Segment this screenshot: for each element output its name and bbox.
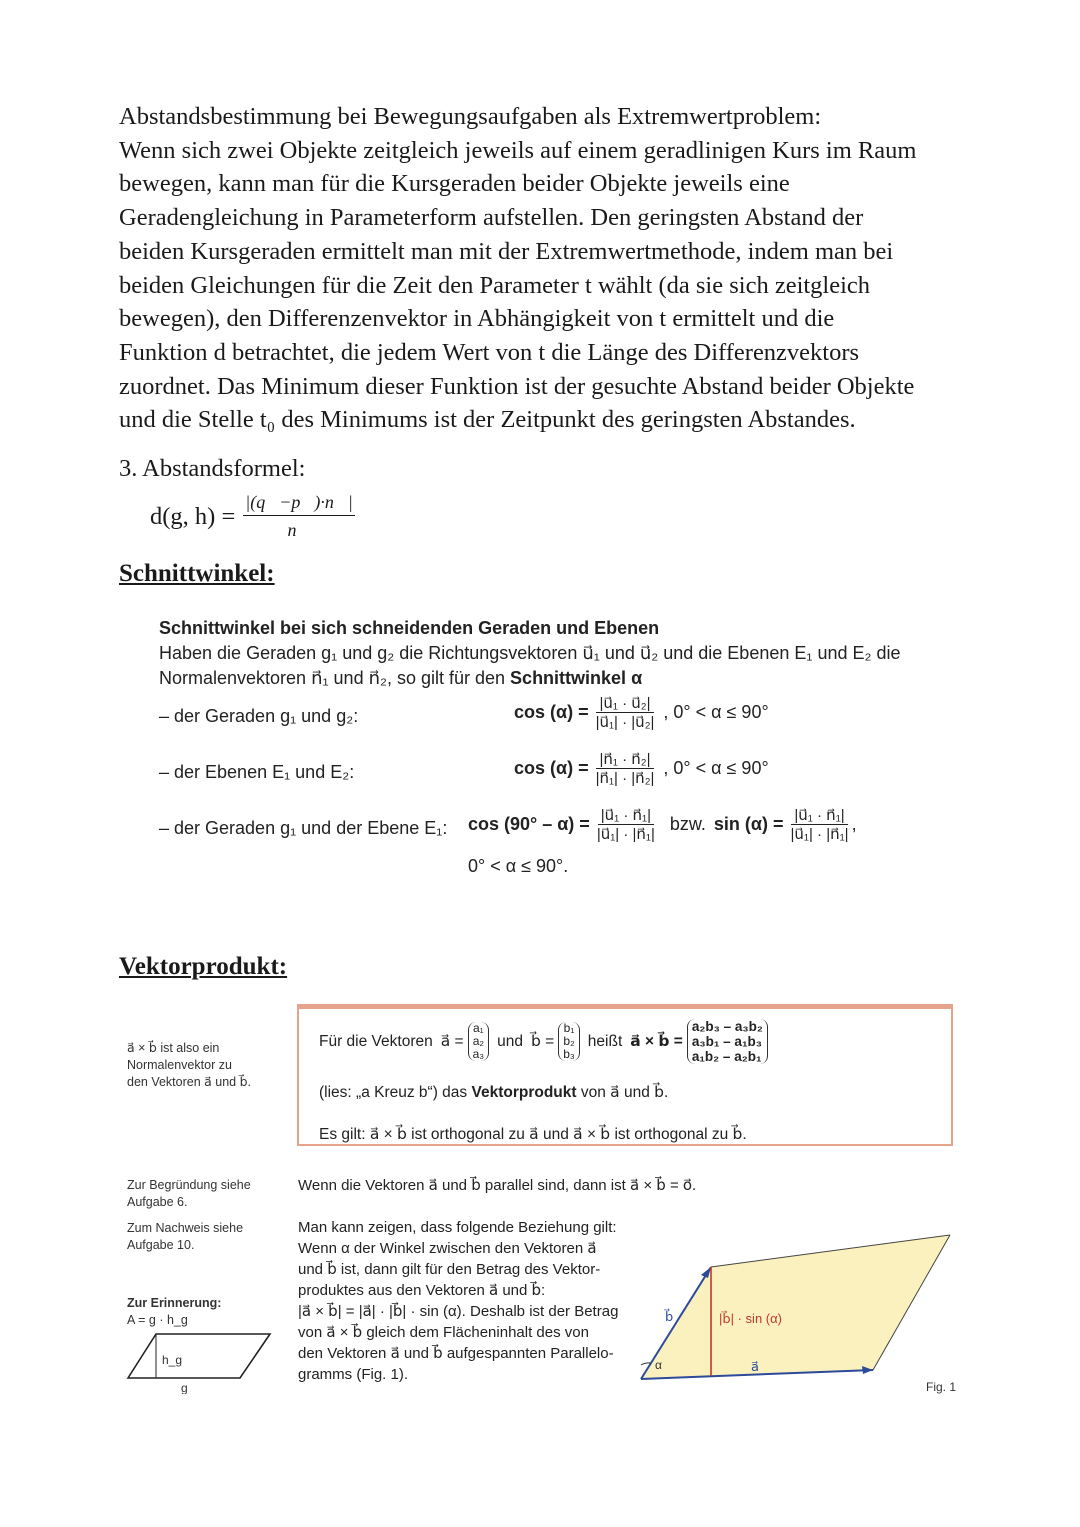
vector-a-label: a⃗ = <box>440 1033 464 1050</box>
note-line: Aufgabe 6. <box>127 1195 188 1209</box>
matrix-entry: a₃ <box>472 1047 485 1061</box>
intro-paragraph <box>119 100 969 437</box>
parallelogram-figure <box>635 1225 960 1390</box>
row-fraction2 <box>788 806 852 843</box>
row-denominator: |u⃗₁| · |u⃗₂| <box>595 714 655 731</box>
schnittwinkel-block <box>159 616 959 691</box>
matrix-entry: a₁b₂ – a₂b₁ <box>691 1049 762 1064</box>
row-lhs: cos (α) = <box>514 758 589 778</box>
read-text: (lies: „a Kreuz b“) das <box>319 1084 472 1101</box>
read-bold: Vektorprodukt <box>471 1084 577 1101</box>
proof-text <box>298 1217 638 1385</box>
box-intro: Für die Vektoren <box>319 1032 433 1050</box>
row-fraction <box>594 806 658 843</box>
row-tail: , <box>851 814 857 834</box>
read-text: von a⃗ und b⃗. <box>576 1084 669 1101</box>
small-parallelogram-figure <box>126 1332 276 1394</box>
row-fraction <box>593 750 658 787</box>
section-heading-schnittwinkel: Schnittwinkel: <box>119 560 275 587</box>
row-range: , 0° < α ≤ 90° <box>663 758 769 778</box>
schnittwinkel-intro-line: Haben die Geraden g₁ und g₂ die Richtungsvektoren u⃗₁ und u⃗₂ und die Ebenen E₁ und E₂ die <box>159 643 901 663</box>
small-height-label: h_g <box>162 1353 183 1367</box>
row-numerator: |u⃗₁ · n⃗₁| <box>598 806 654 825</box>
vector-a-matrix <box>468 1022 490 1061</box>
matrix-entry: a₂ <box>472 1034 485 1048</box>
proof-line: Man kann zeigen, dass folgende Beziehung gilt: <box>298 1219 617 1236</box>
reminder-title: Zur Erinnerung: <box>127 1296 222 1310</box>
intro-text: Normalenvektoren n⃗₁ und n⃗₂, so gilt für den <box>159 668 511 688</box>
cross-product-matrix <box>687 1019 768 1064</box>
figure-caption: Fig. 1 <box>926 1380 957 1394</box>
row-lhs: cos (90° – α) = <box>468 814 590 834</box>
distance-formula <box>150 492 355 541</box>
row-formula-geraden <box>514 694 769 731</box>
intro-line: Wenn sich zwei Objekte zeitgleich jeweils auf einem geradlinigen Kurs im Raum <box>119 136 917 164</box>
note-nachweis <box>127 1220 243 1254</box>
row-label-geraden: – der Geraden g₁ und g₂: <box>159 706 359 726</box>
figure-a-label: a⃗ <box>751 1359 759 1374</box>
note-line: Zur Begründung siehe <box>127 1178 251 1192</box>
formula-fraction <box>243 492 355 541</box>
formula-numerator: |(q⃗−p⃗)·n⃗| <box>243 492 355 516</box>
row-numerator: |u⃗₁ · u⃗₂| <box>596 694 653 713</box>
figure-height-label: |b⃗| · sin (α) <box>719 1311 782 1326</box>
vector-b-label: b⃗ = <box>531 1033 555 1050</box>
intro-line: beiden Gleichungen für die Zeit den Parameter t wählt (da sie sich zeitgleich <box>119 271 871 299</box>
intro-line: und die Stelle t₀ des Minimums ist der Zeitpunkt des geringsten Abstandes. <box>119 406 856 434</box>
row-label-gerade-ebene: – der Geraden g₁ und der Ebene E₁: <box>159 818 448 838</box>
note-line: Aufgabe 10. <box>127 1238 195 1252</box>
row-denominator: |u⃗₁| · |n⃗₁| <box>596 826 655 843</box>
note-begruendung <box>127 1177 251 1211</box>
definition-box <box>297 1004 953 1146</box>
row-fraction <box>593 694 658 731</box>
side-note-line: den Vektoren a⃗ und b⃗. <box>127 1075 252 1089</box>
small-base-label: g <box>181 1381 188 1394</box>
row-range: , 0° < α ≤ 90° <box>663 702 769 722</box>
row-numerator2: |u⃗₁ · n⃗₁| <box>791 806 847 825</box>
side-note-line: a⃗ × b⃗ ist also ein <box>127 1041 220 1055</box>
proof-line: |a⃗ × b⃗| = |a⃗| · |b⃗| · sin (α). Deshalb ist der Betrag <box>298 1303 619 1320</box>
row-formula-gerade-ebene <box>468 806 857 843</box>
schnittwinkel-title: Schnittwinkel bei sich schneidenden Geraden und Ebenen <box>159 618 660 638</box>
proof-line: den Vektoren a⃗ und b⃗ aufgespannten Parallelo- <box>298 1345 614 1362</box>
schnittwinkel-intro-line <box>159 666 959 691</box>
intro-line: Geradengleichung in Parameterform aufstellen. Den geringsten Abstand der <box>119 204 864 232</box>
proof-line: gramms (Fig. 1). <box>298 1366 409 1383</box>
matrix-entry: b₃ <box>563 1047 575 1061</box>
angle-label: α <box>655 1358 662 1372</box>
parallelogram-fill <box>641 1235 950 1379</box>
row-denominator2: |u⃗₁| · |n⃗₁| <box>790 826 849 843</box>
parallel-statement: Wenn die Vektoren a⃗ und b⃗ parallel sind, dann ist a⃗ × b⃗ = o⃗. <box>298 1177 697 1194</box>
intro-line: bewegen, kann man für die Kursgeraden beider Objekte jeweils eine <box>119 170 790 198</box>
matrix-entry: a₃b₁ – a₁b₃ <box>691 1034 763 1049</box>
cross-label: a⃗ × b⃗ = <box>630 1033 683 1050</box>
figure-b-label: b⃗ <box>665 1309 674 1324</box>
matrix-entry: a₁ <box>473 1021 484 1035</box>
matrix-entry: a₂b₃ – a₃b₂ <box>691 1019 763 1034</box>
proof-line: von a⃗ × b⃗ gleich dem Flächeninhalt des von <box>298 1324 589 1341</box>
matrix-entry: b₁ <box>563 1021 575 1035</box>
vector-b-matrix <box>558 1022 580 1061</box>
row-formula-ebenen <box>514 750 769 787</box>
intro-line: Funktion d betrachtet, die jedem Wert von t die Länge des Differenzvektors <box>119 338 860 366</box>
row-denominator: |n⃗₁| · |n⃗₂| <box>595 770 655 787</box>
reminder <box>127 1295 221 1329</box>
row-numerator: |n⃗₁ · n⃗₂| <box>596 750 653 769</box>
formula-denominator: n⃗ <box>287 520 311 540</box>
side-note-normalenvektor <box>127 1040 251 1091</box>
definition-line <box>319 1019 768 1064</box>
box-heisst: heißt <box>587 1032 623 1050</box>
small-parallelogram-shape <box>128 1334 270 1378</box>
proof-line: Wenn α der Winkel zwischen den Vektoren a⃗ <box>298 1240 597 1257</box>
intro-line: beiden Kursgeraden ermittelt man mit der Extremwertmethode, indem man bei <box>119 237 894 265</box>
intro-line: zuordnet. Das Minimum dieser Funktion ist der gesuchte Abstand beider Objekte <box>119 372 915 400</box>
side-note-line: Normalenvektor zu <box>127 1058 232 1072</box>
read-line <box>319 1083 668 1102</box>
orthogonal-line: Es gilt: a⃗ × b⃗ ist orthogonal zu a⃗ und a⃗ × b⃗ ist orthogonal zu b⃗. <box>319 1126 747 1143</box>
section-heading-vektorprodukt: Vektorprodukt: <box>119 953 288 980</box>
intro-line: bewegen), den Differenzenvektor in Abhängigkeit von t ermittelt und die <box>119 305 835 333</box>
reminder-formula: A = g · h_g <box>127 1313 188 1327</box>
row-lhs2: sin (α) = <box>713 814 784 834</box>
box-und: und <box>497 1032 524 1050</box>
intro-line: Abstandsbestimmung bei Bewegungsaufgaben als Extremwertproblem: <box>119 103 822 130</box>
proof-line: produktes aus den Vektoren a⃗ und b⃗: <box>298 1282 546 1299</box>
matrix-entry: b₂ <box>563 1034 575 1048</box>
row-label-ebenen: – der Ebenen E₁ und E₂: <box>159 762 355 782</box>
distance-formula-label: 3. Abstandsformel: <box>119 455 306 482</box>
note-line: Zum Nachweis siehe <box>127 1221 244 1235</box>
intro-bold: Schnittwinkel α <box>510 668 643 688</box>
formula-lhs: d(g, h) = <box>150 502 236 530</box>
row-last-range: 0° < α ≤ 90°. <box>468 856 569 876</box>
row-lhs: cos (α) = <box>514 702 589 722</box>
row-bzw: bzw. <box>669 814 706 834</box>
proof-line: und b⃗ ist, dann gilt für den Betrag des Vektor- <box>298 1261 601 1278</box>
